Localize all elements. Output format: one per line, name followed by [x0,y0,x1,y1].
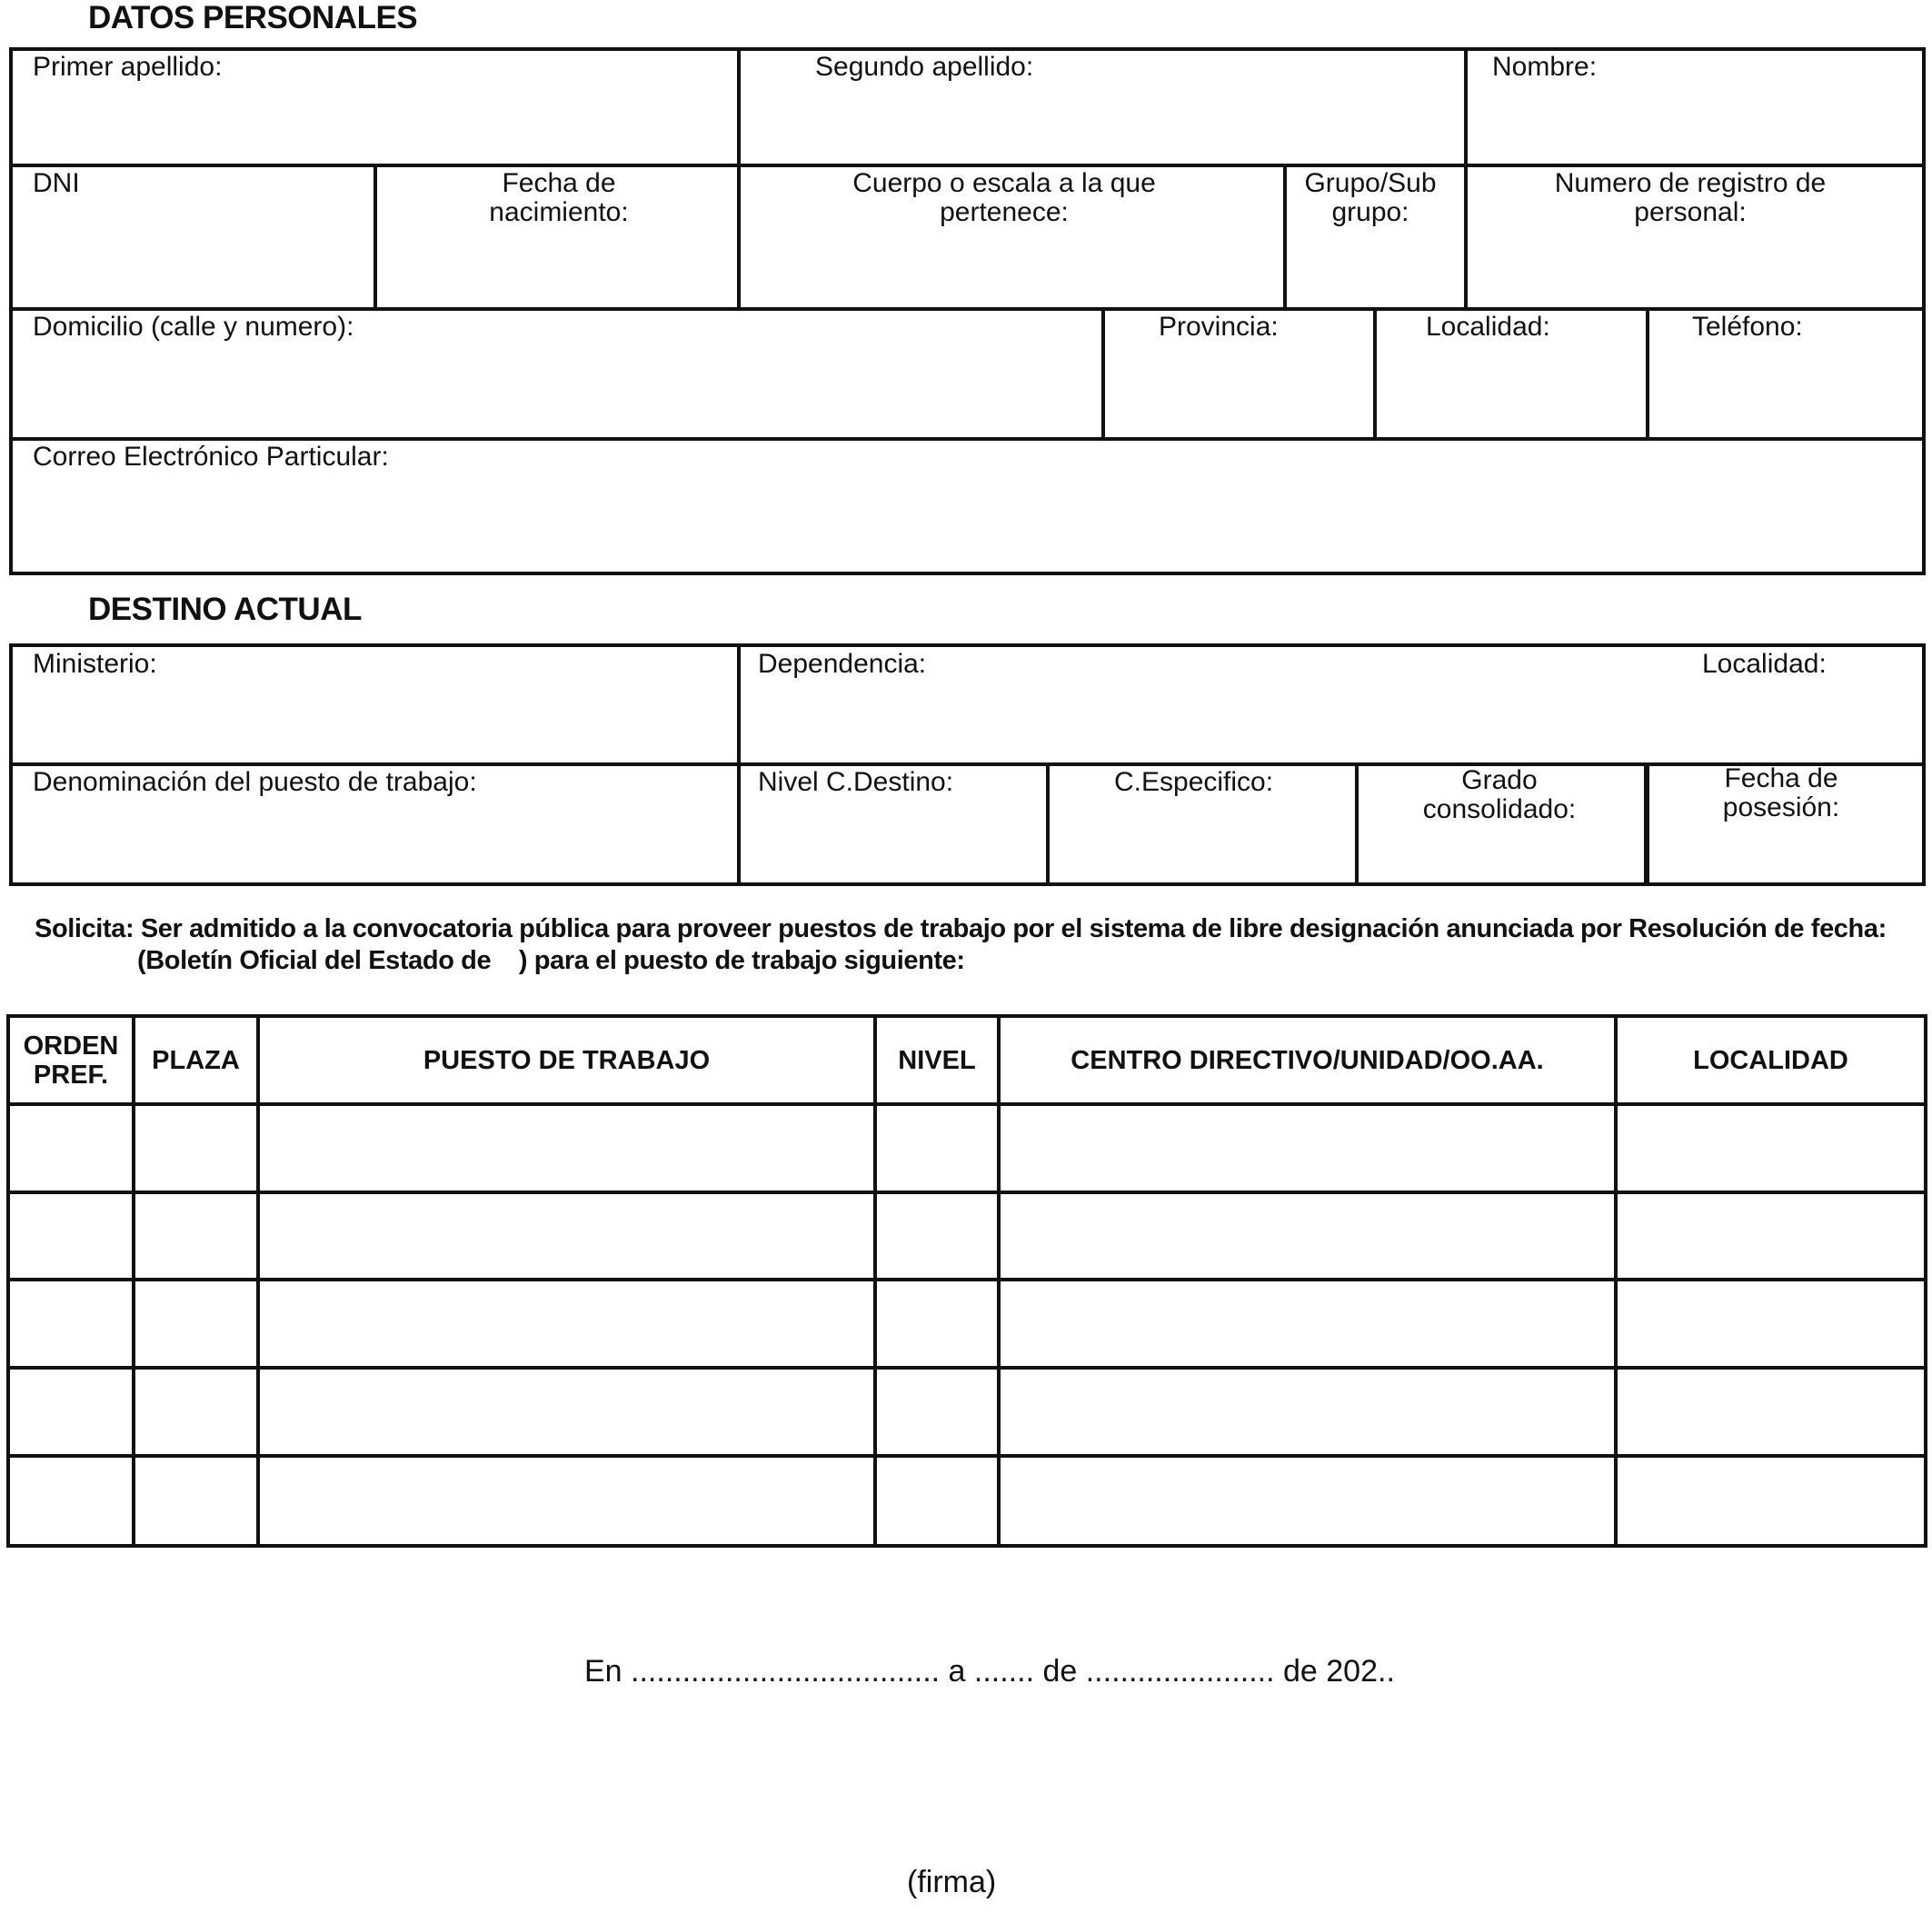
field-fecha-nacimiento[interactable] [377,167,737,307]
table-row[interactable] [10,1458,1924,1544]
field-domicilio[interactable] [13,311,1101,437]
field-label: Grado consolidado: [1422,765,1577,824]
field-ministerio[interactable] [13,647,737,762]
field-provincia[interactable] [1105,311,1373,437]
field-label: Fecha de posesión: [1722,763,1840,822]
field-primer-apellido[interactable] [13,51,737,164]
field-label: Teléfono: [1692,312,1803,342]
firma-label: (firma) [907,1865,997,1899]
section-title-datos-personales: DATOS PERSONALES [88,0,418,35]
field-nombre[interactable] [1468,51,1922,164]
table-row[interactable] [10,1281,1924,1366]
table-header-puesto: PUESTO DE TRABAJO [423,1045,711,1075]
table-header-centro: CENTRO DIRECTIVO/UNIDAD/OO.AA. [1071,1045,1544,1075]
lugar-fecha-line: En .................................... a ....... de ...................... de 202.. [584,1654,1395,1689]
field-nivel-destino[interactable] [741,766,1046,882]
field-label: Domicilio (calle y numero): [33,312,354,342]
field-label: Nivel C.Destino: [758,767,954,797]
field-label: DNI [33,168,80,198]
field-dni[interactable] [13,167,373,307]
field-label-localidad: Localidad: [1702,649,1827,679]
field-label: C.Especifico: [1114,767,1274,797]
solicita-text-line2: (Boletín Oficial del Estado de ) para el puesto de trabajo siguiente: [137,946,965,975]
table-header-localidad: LOCALIDAD [1693,1045,1848,1075]
table-row[interactable] [10,1106,1924,1191]
field-label: Provincia: [1159,312,1279,342]
field-cuerpo-escala[interactable] [741,167,1283,307]
table-row[interactable] [10,1370,1924,1454]
field-label: Primer apellido: [33,52,223,82]
field-label: Correo Electrónico Particular: [33,442,389,472]
field-label: Grupo/Sub grupo: [1304,168,1437,227]
field-label: Localidad: [1426,312,1550,342]
table-header-orden: ORDEN PREF. [23,1031,119,1090]
table-header-nivel: NIVEL [898,1045,976,1075]
table-header-plaza: PLAZA [152,1045,240,1075]
field-label: Numero de registro de personal: [1554,168,1827,227]
field-label: Denominación del puesto de trabajo: [33,767,477,797]
field-denominacion[interactable] [13,766,737,882]
table-row[interactable] [10,1194,1924,1278]
field-correo[interactable] [13,441,1922,572]
field-grado[interactable] [1359,766,1644,882]
field-grupo-subgrupo[interactable] [1287,167,1464,307]
section-title-destino-actual: DESTINO ACTUAL [88,592,362,627]
field-label: Nombre: [1492,52,1598,82]
field-label: Cuerpo o escala a la que pertenece: [852,168,1156,227]
field-numero-registro[interactable] [1468,167,1922,307]
field-dependencia[interactable] [741,647,1922,762]
field-telefono[interactable] [1649,311,1922,437]
field-segundo-apellido[interactable] [741,51,1464,164]
field-localidad[interactable] [1377,311,1646,437]
field-label: Dependencia: [758,649,927,679]
field-label: Ministerio: [33,649,157,679]
field-fecha-posesion[interactable] [1649,763,1922,882]
field-especifico[interactable] [1050,766,1355,882]
field-label: Segundo apellido: [815,52,1034,82]
solicita-text: Solicita: Ser admitido a la convocatoria pública para proveer puestos de trabajo por el sistema de libre designación anunciada por Resolución de fecha: [35,914,1887,943]
field-label: Fecha de nacimiento: [489,168,629,227]
